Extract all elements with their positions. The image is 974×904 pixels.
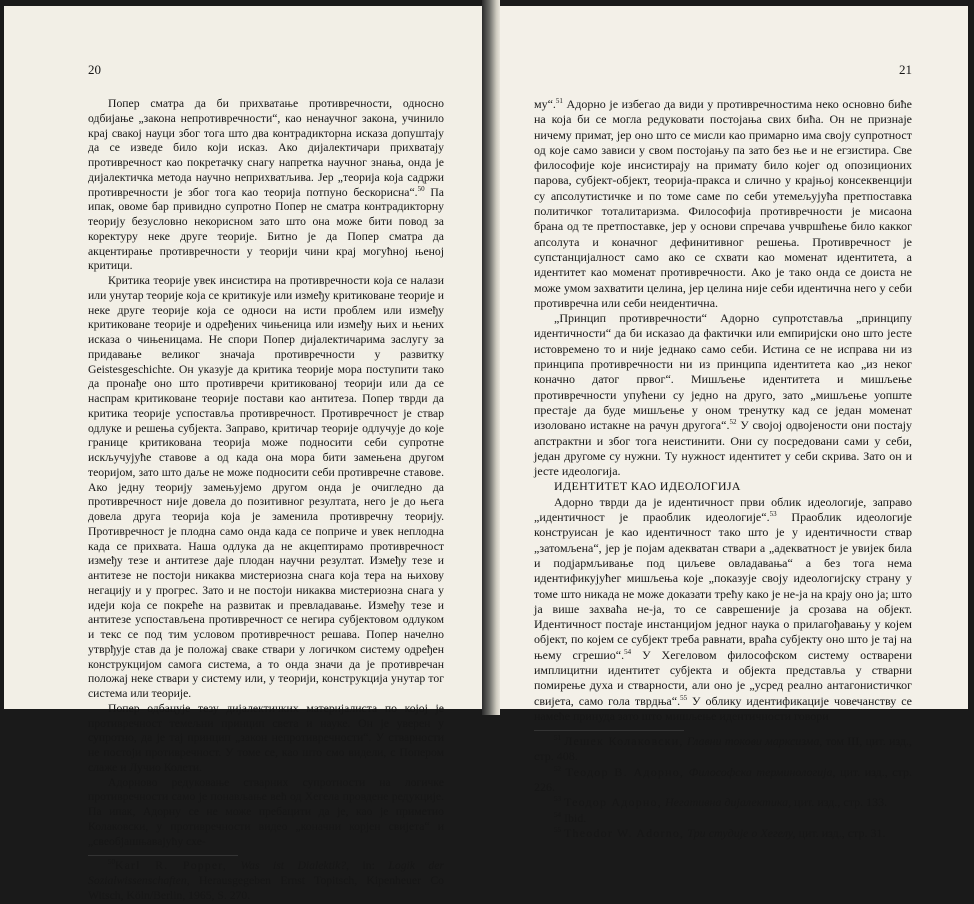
footnote-ref-50: 50 (417, 184, 425, 193)
right-page (500, 6, 968, 840)
footnote-50: $^{50}$Karl R. Popper, Was ist Dialektik?, in: Logik der Sozialwissenschaften, Herausgegeben Ernst Topitsch, Kipenheuer Co Witsch, Köln/Berlin, 1965, S. 270. (88, 858, 445, 902)
paragraph-5: му“.$^{51}$ Адорно је избегао да види у противречностима неко основно биће на која би се могла редуковати постојања свих бића. Он не признаје ничему примат, јер оно што се мисли као примарно има своју супротност од које само зависи у свом постојању па зато без ње и не егзистира. Све философије које инсистирају на примату било којег од опозиционих парова, субјект-објект, теорија-пракса и слично у крајњој консеквенцији су апсолутистичке и по томе саме по себи утемељујућа претпоставка политичког тоталитаризма. Философија противречности је мисаона брана од те претпоставке, јер у основи спречава учвршћење било какког апсолута и коначног дефинитивног решења. Противречност је супстанцијалност само ако се схвати као моменат идентитета, а идентитет као моменат противречности. Ако је тако онда се доиста не може умом захватити целина, јер целина није себи идентична него у себи противречна или себи неидентична. (534, 97, 912, 310)
page-number-right: 21 (899, 62, 912, 77)
footnote-ref-52: 52 (729, 418, 737, 427)
paragraph-2: Критика теорије увек инсистира на противречности која се налази или унутар теорије која се критикује или између критиковане теорије и неке друге теорије која се односи на исти проблем или између критиковане теорије и одређених чињеница или између њих и њених исказа о чињеницама. Не спори Попер дијалектичарима заслугу за придавање великог значаја противречности у развитку Geistesgeschichte. Он указује да критика теорије мора поступити тако да пронађе оно што противречи критикованој теорији или да се наспрам критиковане теорије постави као антитеза. Попер тврди да критика теорије успоставља противречност. Противречност је ствар одлуке и решења субјекта. Заправо, критичар теорије одлучује до које границе критикована теорија може подносити себи супротне искључујуће ставове а од када она мора бити замењена другом теоријом, зато што даље не може подносити себи противречне ставове. Ако једну теорију замењујемо другом онда је очигледно да противречност није довела до позитивног резултата, него је до њега довела друга теорија која је заменила противречну теорију. Противречност је плодна само онда када се поприче и увек неплодна када се прихвата. Наша одлука да не акцептирамо противречност између тезе и антитезе даје плодан научни резултат. Између тезе и антитезе не постоји никаква мистериозна снага која тера на њихову негацију и у прогрес. Зато и не постоји никаква мистериозна снага у идеји која се покреће на развитак и превладавање. Између тезе и антитезе успостављена противречност се негира субјектовом одлуком и текс се под тим условом противречност решава. Попер начелно утврђује став да је положај сваке ствари у логичком систему одређен конструкцијом самога система, а то онда значи да је противречан положај неке ствари у систему или, у теорији, конструкција унутар тог система или теорије. (88, 274, 444, 700)
footnote-53: $^{53}$ Теодор Адорно, Негативна дијалектика, цит. изд., стр. 133. (554, 795, 888, 810)
footnote-ref-54: 54 (624, 647, 632, 656)
section-heading: ИДЕНТИТЕТ КАО ИДЕОЛОГИЈА (554, 479, 741, 494)
footnote-divider (88, 855, 238, 856)
paragraph-4: Адорново редуковање стварних супротности на логичке противречности само је понављање већ од Хегела провдене редукције. Па ипак, Адорну се не може пребацити да је, као је приметио Колаковски, у противречности видео „коначни корјен свијета“ и „свеобјашњавајућу схе- (88, 775, 444, 848)
footnote-divider (534, 730, 684, 731)
page-number-left: 20 (88, 62, 101, 77)
footnote-51: $^{51}$ Лешек Колаковски, Главни токови марксизма, том III, цит. изд., стр. 408. (534, 734, 912, 764)
right-page-body (534, 97, 912, 841)
footnote-54: $^{54}$ Ibid. (554, 810, 587, 825)
paragraph-1: Попер сматра да би прихватање противречности, односно одбијање „закона непротивречности“, као ненаучног закона, учинило крај свакој науци због тога што два контрадикторна исказа допуштају да се изведе било који исказ. Ако дијалектичари прихватају противречност као покретачку снагу напретка научног знања, онда је дијалектичка метода научно неприхватљива. Јер „теорија која садржи противречности је због тога као теорија потпуно бескорисна“.$^{50}$ Па ипак, овоме бар привидно супротно Попер не сматра контрадикторну теорију безусловно некорисном зато што она може бити повод за коректуру неке друге теорије. Битно је да Попер сматра да акцентирање противречности у теорији чини крај могућној њеној критици. (88, 97, 444, 273)
paragraph-7: Адорно тврди да је идентичност први облик идеологије, заправо „идентичност је праоблик идеологије“.$^{53}$ Праоблик идеологије конструисан је као идентичност тако што је у идентичности ствар „затомљена“, јер је појам адекватан ствари а „адекватност је увијек била и подјармљивање под циљеве овладавања“ а без тога нема идентификујућег мишљења које „показује своју идеологијску страну у томе што никада не може доказати трећу како је не-ја на крају оно ја; што ја више захваћа не-ја, то се саврешеније ја срозава на објект. Идентичност постаје инстанцијом једног наука о прилагођавању у којем објект, по којем се субјект треба равнати, враћа субјекту оно што је тај на њему сгрешио“.$^{54}$ У Хегеловом философском систему остварени имплицитни идентитет субјекта и објекта представља у стварни помирење духа и стварности, али оно је „усред реално антагонистичког свијета, само гола тврдња“.$^{55}$ У облику идентификације човечанству се намеће принуда зато што мишљење идентичности говори (534, 494, 913, 723)
left-page-body (88, 97, 444, 904)
footnote-52: $^{52}$ Теодор В. Адорно, Философска терминологија, цит. изд., стр. 226. (534, 764, 913, 795)
paragraph-3: Попер одбацује тезу дијалектичких материјалиста по којој је противречност темељни принцип света и науке. Он је уверен у супротно, да је тај принцип „закон непротивречности“. У стварности не постоји противречност. У томе се, као што смо видели, с Попером слаже и Лучио Колети. (88, 701, 444, 774)
left-page (4, 6, 482, 902)
book-gutter (482, 0, 500, 715)
footnote-ref-55: 55 (680, 693, 688, 702)
footnote-ref-51: 51 (555, 97, 563, 105)
footnote-55: $^{55}$ Theodor W. Adorno, Три студије о Хегелу, цит. изд., стр. 31. (554, 825, 886, 840)
paragraph-6: „Принцип противречности“ Адорно супротставља „принципу идентичности“ да би исказао да фактички или емпиријски оно што јесте истовремено то и није једнако само себи. Истина се не исправа ни из принципа противречности ни из принципа идентитета као „из неког коначно датог првог“. Мишљење идентитета и мишљење противречности упућени су једно на друго, зато „мишљење уопште престаје да буде мишљење у оном тренутку кад се један моменат изоловано истакне на рачун другога“.$^{52}$ У својој одвојености они постају апстрактни и због тога неистинити. Они су посредовани сами у себи, један другоме су нужни. Ту нужност идентитет у себи скрива. Зато он и јесте идеологија. (534, 311, 913, 479)
footnote-ref-53: 53 (769, 510, 777, 519)
